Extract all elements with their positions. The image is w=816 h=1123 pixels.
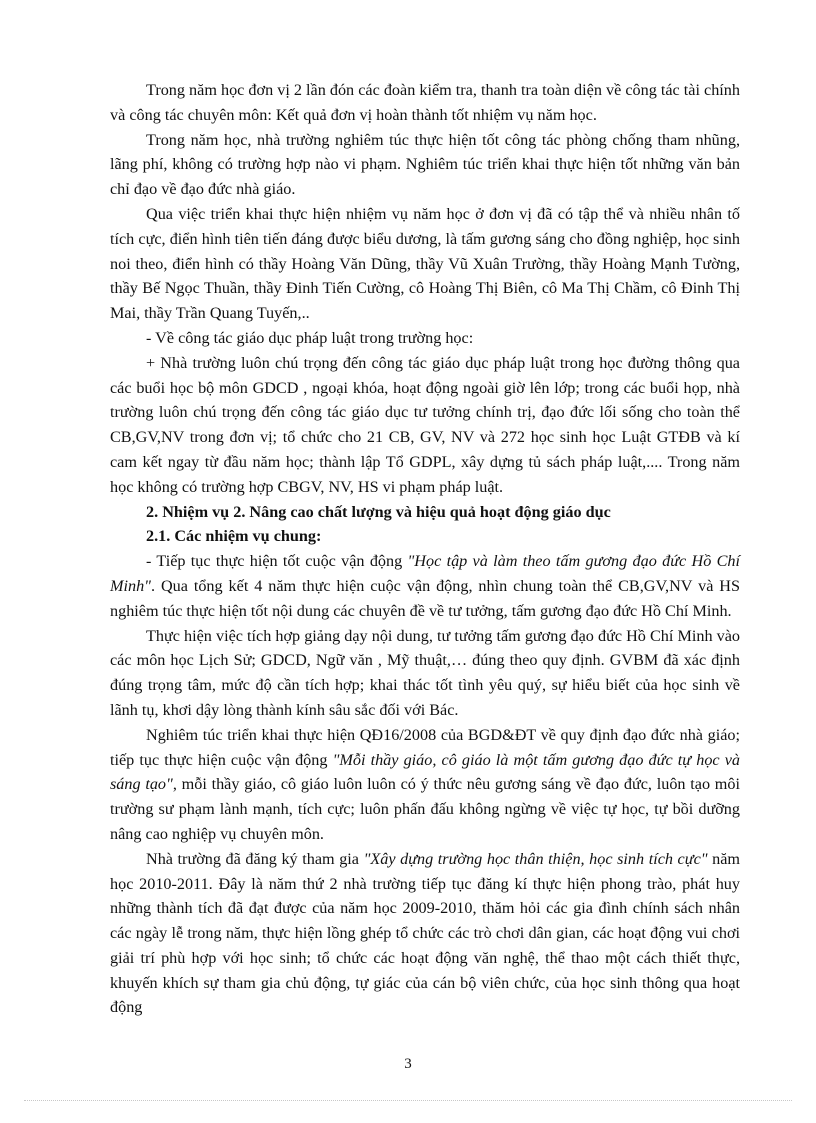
paragraph-anti-corruption: Trong năm học, nhà trường nghiêm túc thực hiện tốt công tác phòng chống tham nhũng, lãng phí, không có trường hợp nào vi phạm. Nghiêm túc triển khai thực hiện tốt những văn bản chỉ đạo về đạo đức nhà giáo. [110,130,740,199]
section-heading-task-2: 2. Nhiệm vụ 2. Nâng cao chất lượng và hiệu quả hoạt động giáo dục [146,502,611,521]
qd16-campaign-title: "Mỗi thầy giáo, cô giáo là một tấm gương đạo đức tự học và sáng tạo" [110,750,740,794]
qd16-text-before: Nghiêm túc triển khai thực hiện QĐ16/2008 của BGD&ĐT về quy định đạo đức nhà giáo; tiếp tục thực hiện cuộc vận động [110,725,740,769]
document-body [110,78,740,1020]
paragraph-legal-education-title: - Về công tác giáo dục pháp luật trong trường học: [146,328,474,347]
page-number: 3 [404,1056,412,1072]
friendly-text-before: Nhà trường đã đăng ký tham gia [146,849,364,868]
paragraph-integration: Thực hiện việc tích hợp giảng dạy nội dung, tư tưởng tấm gương đạo đức Hồ Chí Minh vào các môn học Lịch Sử; GDCD, Ngữ văn , Mỹ thuật,… đúng theo quy định. GVBM đã xác định đúng trọng tâm, mức độ cần tích hợp; khai thác tốt tình yêu quý, sự hiểu biết của học sinh về lãnh tụ, khơi dậy lòng thành kính sâu sắc đối với Bác. [110,626,740,719]
footer-divider [24,1100,792,1101]
campaign-text-after: . Qua tổng kết 4 năm thực hiện cuộc vận động, nhìn chung toàn thể CB,GV,NV và HS nghiêm túc thực hiện tốt nội dung các chuyên đề về tư tưởng, tấm gương đạo đức Hồ Chí Minh. [110,576,740,620]
section-heading-2-1: 2.1. Các nhiệm vụ chung: [146,527,322,546]
paragraph-inspections: Trong năm học đơn vị 2 lần đón các đoàn kiểm tra, thanh tra toàn diện về công tác tài chính và công tác chuyên môn: Kết quả đơn vị hoàn thành tốt nhiệm vụ năm học. [110,81,740,124]
friendly-movement-title: "Xây dựng trường học thân thiện, học sinh tích cực" [363,849,708,868]
qd16-text-after: , mỗi thầy giáo, cô giáo luôn luôn có ý thức nêu gương sáng về đạo đức, luôn tạo môi trường sư phạm lành mạnh, tích cực; luôn phấn đấu không ngừng về việc tự học, tự bồi dưỡng nâng cao nghiệp vụ chuyên môn. [110,775,740,843]
paragraph-exemplary-individuals: Qua việc triển khai thực hiện nhiệm vụ năm học ở đơn vị đã có tập thể và nhiều nhân tố tích cực, điển hình tiên tiến đáng được biểu dương, là tấm gương sáng cho đồng nghiệp, học sinh noi theo, điển hình có thầy Hoàng Văn Dũng, thầy Vũ Xuân Trường, thầy Hoàng Mạnh Tường, thầy Bế Ngọc Thuần, thầy Đinh Tiến Cường, cô Hoàng Thị Biên, cô Ma Thị Chầm, cô Đinh Thị Mai, thầy Trần Quang Tuyến,.. [110,204,740,323]
paragraph-legal-education: + Nhà trường luôn chú trọng đến công tác giáo dục pháp luật trong học đường thông qua các buổi học bộ môn GDCD , ngoại khóa, hoạt động ngoài giờ lên lớp; trong các buổi họp, nhà trường luôn chú trọng đến công tác giáo dục tư tưởng chính trị, đạo đức lối sống cho toàn thể CB,GV,NV trong đơn vị; tổ chức cho 21 CB, GV, NV và 272 học sinh học Luật GTĐB và kí cam kết ngay từ đầu năm học; thành lập Tổ GDPL, xây dựng tủ sách pháp luật,.... Trong năm học không có trường hợp CBGV, NV, HS vi phạm pháp luật. [110,353,740,496]
paragraph-campaign [110,549,740,623]
paragraph-friendly-school [110,847,740,1021]
campaign-title: "Học tập và làm theo tấm gương đạo đức Hồ Chí Minh" [110,552,740,595]
paragraph-qd16 [110,723,740,847]
campaign-text-before: - Tiếp tục thực hiện tốt cuộc vận động [146,552,408,571]
friendly-text-after: năm học 2010-2011. Đây là năm thứ 2 nhà trường tiếp tục đăng kí thực hiện phong trào, phát huy những thành tích đã đạt được của năm học 2009-2010, thăm hỏi các gia đình chính sách nhân các ngày lễ trong năm, thực hiện lồng ghép tổ chức các trò chơi dân gian, các hoạt động vui chơi giải trí phù hợp với học sinh; tổ chức các hoạt động văn nghệ, thể thao một cách thiết thực, khuyến khích sự tham gia chủ động, tự giác của cán bộ viên chức, của học sinh thông qua hoạt động [110,849,741,1017]
